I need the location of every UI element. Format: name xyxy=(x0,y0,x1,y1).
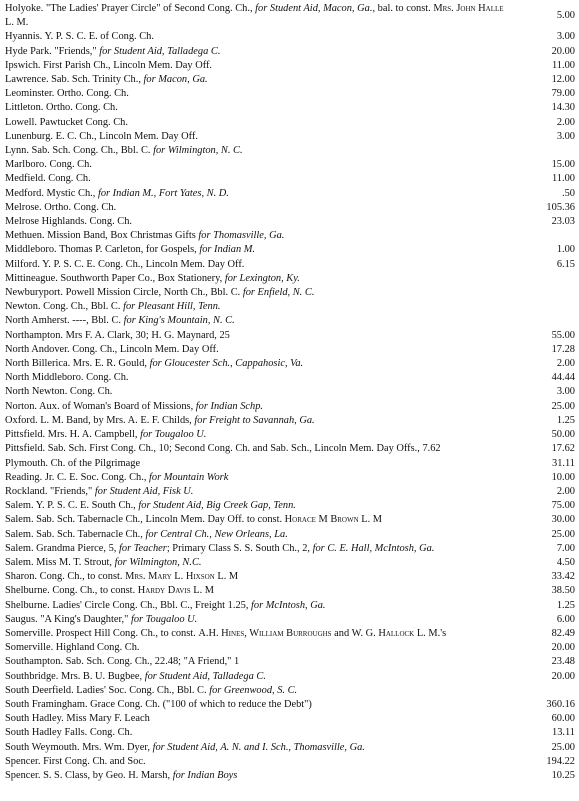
entry-text-segment: for Indian M., Fort Yates, N. D. xyxy=(97,187,229,199)
entry-text-segment: L. M xyxy=(358,514,383,526)
entry-row xyxy=(5,371,575,385)
entry-description xyxy=(5,272,505,286)
entry-amount: 25.00 xyxy=(551,400,575,412)
entry-text-segment: Somerville. Prospect Hill Cong. Ch., to const. xyxy=(5,627,199,639)
entry-row xyxy=(5,613,575,627)
entry-row xyxy=(5,414,575,428)
entry-amount: 14.30 xyxy=(551,102,575,114)
entry-amount: 11.00 xyxy=(552,59,575,71)
entry-description xyxy=(5,144,505,158)
entry-description xyxy=(5,201,505,215)
entry-text-segment: Saugus. "A King's Daughter," xyxy=(5,613,131,625)
entry-amount: 17.62 xyxy=(551,443,575,455)
entry-text-segment: Rockland. "Friends," xyxy=(5,485,95,497)
entry-amount: 82.49 xyxy=(551,627,575,639)
entry-text-segment: Oxford. L. M. Band, by Mrs. A. E. F. Childs, xyxy=(5,414,195,426)
entry-amount: 2.00 xyxy=(556,358,575,370)
entry-text-segment: Northampton. Mrs F. A. Clark, 30; H. G. Maynard, 25 xyxy=(5,329,230,341)
entry-row xyxy=(5,59,575,73)
entry-text-segment: for Mountain Work xyxy=(149,471,229,483)
entry-text-segment: North Andover. Cong. Ch., Lincoln Mem. Day Off. xyxy=(5,343,219,355)
entry-text-segment: Marlboro. Cong. Ch. xyxy=(5,159,92,171)
entry-text-segment: North Amherst. ----, Bbl. C. xyxy=(5,315,124,327)
entry-text-segment: for King's Mountain, N. C. xyxy=(123,315,235,327)
entry-amount: 6.00 xyxy=(556,613,575,625)
entry-text-segment: Littleton. Ortho. Cong. Ch. xyxy=(5,102,118,114)
entry-amount: 20.00 xyxy=(551,670,575,682)
entry-amount: 2.00 xyxy=(556,116,575,128)
entry-description xyxy=(5,258,505,272)
entry-amount: 75.00 xyxy=(551,500,575,512)
entry-description xyxy=(5,428,505,442)
entry-amount: 13.11 xyxy=(552,727,575,739)
entry-description xyxy=(5,655,505,669)
entry-amount: 10.00 xyxy=(551,471,575,483)
entry-text-segment: South Weymouth. Mrs. Wm. Dyer, xyxy=(5,741,153,753)
entry-text-segment: for Teacher xyxy=(118,542,167,554)
entry-description xyxy=(5,343,505,357)
entry-amount: 38.50 xyxy=(551,585,575,597)
entry-text-segment: for Wilmington, N.C. xyxy=(114,556,202,568)
entry-text-segment: Somerville. Highland Cong. Ch. xyxy=(5,642,140,654)
entry-description xyxy=(5,584,505,598)
entry-description xyxy=(5,670,505,684)
entry-row xyxy=(5,769,575,783)
entry-text-segment: for Pleasant Hill, Tenn. xyxy=(123,301,221,313)
entry-row xyxy=(5,726,575,740)
entry-row xyxy=(5,300,575,314)
entry-row xyxy=(5,229,575,243)
entry-row xyxy=(5,457,575,471)
entry-text-segment: for Enfield, N. C. xyxy=(242,287,315,299)
entry-amount: 7.00 xyxy=(556,542,575,554)
entry-row xyxy=(5,243,575,257)
entry-row xyxy=(5,513,575,527)
entry-amount: 4.50 xyxy=(556,556,575,568)
entry-description xyxy=(5,329,505,343)
entry-text-segment: for Tougaloo U. xyxy=(140,429,207,441)
entry-text-segment: Shelburne. Ladies' Circle Cong. Ch., Bbl. C., Freight 1.25, xyxy=(5,599,252,611)
entry-description xyxy=(5,385,505,399)
entry-text-segment: L. M xyxy=(190,585,215,597)
entry-amount: 1.25 xyxy=(556,599,575,611)
entry-row xyxy=(5,286,575,300)
entry-row xyxy=(5,101,575,115)
entry-text-segment: Medford. Mystic Ch., xyxy=(5,187,98,199)
entry-row xyxy=(5,698,575,712)
entry-text-segment: Ipswich. First Parish Ch., Lincoln Mem. Day Off. xyxy=(5,59,213,71)
entry-amount: 3.00 xyxy=(556,386,575,398)
entry-amount: 11.00 xyxy=(552,173,575,185)
entry-description xyxy=(5,499,505,513)
entry-text-segment: Plymouth. Ch. of the Pilgrimage xyxy=(5,457,141,469)
entry-text-segment: Melrose Highlands. Cong. Ch. xyxy=(5,216,132,228)
entry-description xyxy=(5,457,505,471)
entry-description xyxy=(5,641,505,655)
entry-row xyxy=(5,570,575,584)
entry-description xyxy=(5,59,505,73)
entry-amount: 20.00 xyxy=(551,45,575,57)
entry-text-segment: Lynn. Sab. Sch. Cong. Ch., Bbl. C. xyxy=(5,145,154,157)
entry-amount: 31.11 xyxy=(552,457,575,469)
entry-text-segment: Sharon. Cong. Ch., to const. xyxy=(5,571,126,583)
entry-row xyxy=(5,30,575,44)
entry-text-segment: ; Primary Class S. S. South Ch., 2, xyxy=(166,542,313,554)
entry-text-segment: Salem. Miss M. T. Strout, xyxy=(5,556,115,568)
entry-row xyxy=(5,655,575,669)
entry-amount: 25.00 xyxy=(551,741,575,753)
entry-description xyxy=(5,314,505,328)
entry-description xyxy=(5,755,505,769)
entry-text-segment: for Student Aid, Big Creek Gap, Tenn. xyxy=(138,500,296,512)
entry-text-segment: Hallock xyxy=(378,627,415,639)
entry-amount: .50 xyxy=(562,187,575,199)
entry-description xyxy=(5,599,505,613)
entry-row xyxy=(5,471,575,485)
entry-text-segment: Medfield. Cong. Ch. xyxy=(5,173,91,185)
entry-text-segment: for Gloucester Sch., Cappahosic, Va. xyxy=(149,358,304,370)
entry-text-segment: Mrs. John Halle xyxy=(433,3,504,14)
entry-text-segment: Melrose. Ortho. Cong. Ch. xyxy=(5,201,117,213)
entry-description xyxy=(5,158,505,172)
entry-text-segment: Salem. Sab. Sch. Tabernacle Ch., Lincoln Mem. Day Off. to const. xyxy=(5,514,285,526)
entry-row xyxy=(5,187,575,201)
entry-text-segment: Hyannis. Y. P. S. C. E. of Cong. Ch. xyxy=(5,31,154,43)
entry-text-segment: Shelburne. Cong. Ch., to const. xyxy=(5,585,138,597)
entry-amount: 360.16 xyxy=(546,698,575,710)
entry-text-segment: for Indian Schp. xyxy=(195,400,264,412)
entry-text-segment: L. M. xyxy=(5,17,29,29)
entry-text-segment: Methuen. Mission Band, Box Christmas Gifts xyxy=(5,230,199,242)
entry-description xyxy=(5,30,505,44)
entry-description xyxy=(5,684,505,698)
entry-amount: 50.00 xyxy=(551,429,575,441)
entry-text-segment: Horace M Brown xyxy=(284,514,359,526)
entry-text-segment: for Macon, Ga. xyxy=(143,74,208,86)
entry-text-segment: for Student Aid, Fisk U. xyxy=(94,485,194,497)
entry-description xyxy=(5,726,505,740)
entry-text-segment: for Tougaloo U. xyxy=(130,613,198,625)
entry-text-segment: A.H. Hines, William Burroughs xyxy=(198,627,332,639)
entry-text-segment: for Student Aid, Talladega C. xyxy=(99,45,221,57)
entry-description xyxy=(5,613,505,627)
entry-description xyxy=(5,513,505,527)
entry-text-segment: Newton. Cong. Ch., Bbl. C. xyxy=(5,301,124,313)
entry-amount: 15.00 xyxy=(551,159,575,171)
entry-description xyxy=(5,769,505,783)
entry-text-segment: Middleboro. Thomas P. Carleton, for Gospels, xyxy=(5,244,200,256)
entry-amount: 3.00 xyxy=(556,130,575,142)
entry-text-segment: Salem. Grandma Pierce, 5, xyxy=(5,542,119,554)
entry-amount: 17.28 xyxy=(551,343,575,355)
entry-description xyxy=(5,116,505,130)
entry-row xyxy=(5,130,575,144)
entry-row xyxy=(5,385,575,399)
entry-text-segment: Lunenburg. E. C. Ch., Lincoln Mem. Day Off. xyxy=(5,130,198,142)
entry-row xyxy=(5,343,575,357)
entry-text-segment: for Freight to Savannah, Ga. xyxy=(194,414,315,426)
entry-row xyxy=(5,116,575,130)
entry-amount: 6.15 xyxy=(556,258,575,270)
entry-description xyxy=(5,172,505,186)
entry-text-segment: L. M.'s xyxy=(414,627,447,639)
entry-description xyxy=(5,187,505,201)
entry-description xyxy=(5,627,505,641)
entry-description xyxy=(5,570,505,584)
entry-description xyxy=(5,528,505,542)
entry-description xyxy=(5,471,505,485)
entry-amount: 12.00 xyxy=(551,74,575,86)
entry-text-segment: for Greenwood, S. C. xyxy=(209,684,298,696)
entry-text-segment: North Newton. Cong. Ch. xyxy=(5,386,113,398)
entry-amount: 44.44 xyxy=(551,372,575,384)
entry-row xyxy=(5,755,575,769)
entry-text-segment: Mittineague. Southworth Paper Co., Box Stationery, xyxy=(5,272,225,284)
entry-text-segment: , bal. to const. xyxy=(372,3,434,14)
entry-description xyxy=(5,243,505,257)
entry-text-segment: for Thomasville, Ga. xyxy=(198,230,285,242)
entry-row xyxy=(5,87,575,101)
entry-row xyxy=(5,428,575,442)
entry-description xyxy=(5,542,505,556)
entry-text-segment: South Hadley. Miss Mary F. Leach xyxy=(5,713,150,725)
entry-description xyxy=(5,286,505,300)
entry-text-segment: Holyoke. "The Ladies' Prayer Circle" of Second Cong. Ch., xyxy=(5,3,256,14)
entry-text-segment: Salem. Sab. Sch. Tabernacle Ch., xyxy=(5,528,146,540)
entry-description xyxy=(5,45,505,59)
entry-description xyxy=(5,300,505,314)
entry-text-segment: Pittsfield. Mrs. H. A. Campbell, xyxy=(5,429,141,441)
entry-row xyxy=(5,641,575,655)
entry-description xyxy=(5,400,505,414)
entry-row xyxy=(5,201,575,215)
entry-description xyxy=(5,2,505,30)
entry-row xyxy=(5,272,575,286)
entry-row xyxy=(5,528,575,542)
entry-text-segment: Norton. Aux. of Woman's Board of Missions, xyxy=(5,400,196,412)
entry-text-segment: Lawrence. Sab. Sch. Trinity Ch., xyxy=(5,74,144,86)
entry-row xyxy=(5,45,575,59)
entry-amount: 10.25 xyxy=(551,769,575,781)
entry-text-segment: Hardy Davis xyxy=(137,585,191,597)
entry-amount: 1.00 xyxy=(556,244,575,256)
entry-row xyxy=(5,485,575,499)
entry-description xyxy=(5,357,505,371)
entry-row xyxy=(5,158,575,172)
entry-text-segment: Milford. Y. P. S. C. E. Cong. Ch., Lincoln Mem. Day Off. xyxy=(5,258,245,270)
entry-text-segment: Salem. Y. P. S. C. E. South Ch., xyxy=(5,500,139,512)
entry-row xyxy=(5,2,575,30)
entry-row xyxy=(5,670,575,684)
entry-text-segment: and W. G. xyxy=(331,627,379,639)
entry-row xyxy=(5,215,575,229)
entry-description xyxy=(5,215,505,229)
entry-text-segment: L. M xyxy=(214,571,239,583)
entry-text-segment: for Lexington, Ky. xyxy=(224,272,300,284)
entry-description xyxy=(5,73,505,87)
entry-text-segment: for Central Ch., New Orleans, La. xyxy=(145,528,288,540)
entry-description xyxy=(5,130,505,144)
entry-description xyxy=(5,485,505,499)
entry-description xyxy=(5,556,505,570)
entry-text-segment: for Student Aid, Macon, Ga. xyxy=(255,3,373,14)
entry-text-segment: Southampton. Sab. Sch. Cong. Ch., 22.48; "A Friend," 1 xyxy=(5,656,240,668)
entry-text-segment: for C. E. Hall, McIntosh, Ga. xyxy=(312,542,435,554)
entry-row xyxy=(5,741,575,755)
entry-text-segment: South Framingham. Grace Cong. Ch. ("100 of which to reduce the Debt") xyxy=(5,698,312,710)
entry-row xyxy=(5,542,575,556)
entry-row xyxy=(5,499,575,513)
entry-description xyxy=(5,698,505,712)
entry-amount: 5.00 xyxy=(556,10,575,22)
entry-text-segment: Hyde Park. "Friends," xyxy=(5,45,100,57)
entry-amount: 25.00 xyxy=(551,528,575,540)
entry-row xyxy=(5,627,575,641)
entry-text-segment: South Deerfield. Ladies' Soc. Cong. Ch., Bbl. C. xyxy=(5,684,210,696)
entry-row xyxy=(5,258,575,272)
entry-description xyxy=(5,371,505,385)
entry-amount: 23.03 xyxy=(551,216,575,228)
entry-text-segment: for Student Aid, Talladega C. xyxy=(144,670,266,682)
entry-row xyxy=(5,172,575,186)
entry-description xyxy=(5,712,505,726)
entry-amount: 3.00 xyxy=(556,31,575,43)
entry-amount: 79.00 xyxy=(551,88,575,100)
entry-amount: 2.00 xyxy=(556,485,575,497)
entry-description xyxy=(5,741,505,755)
entry-amount: 33.42 xyxy=(551,571,575,583)
entry-description xyxy=(5,101,505,115)
entry-description xyxy=(5,414,505,428)
entry-description xyxy=(5,87,505,101)
entry-text-segment: for Indian Boys xyxy=(172,769,238,781)
entry-row xyxy=(5,684,575,698)
entry-text-segment: Newburyport. Powell Mission Circle, North Ch., Bbl. C. xyxy=(5,287,243,299)
entry-text-segment: Pittsfield. Sab. Sch. First Cong. Ch., 10; Second Cong. Ch. and Sab. Sch., Lincoln Mem. Day Offs., 7.62 xyxy=(5,443,441,455)
entry-row xyxy=(5,314,575,328)
entry-text-segment: for Wilmington, N. C. xyxy=(153,145,243,157)
entry-text-segment: Leominster. Ortho. Cong. Ch. xyxy=(5,88,129,100)
entry-text-segment: Mrs. Mary L. Hixson xyxy=(125,571,215,583)
entry-text-segment: Lowell. Pawtucket Cong. Ch. xyxy=(5,116,128,128)
entry-amount: 60.00 xyxy=(551,713,575,725)
entry-amount: 20.00 xyxy=(551,642,575,654)
entry-amount: 30.00 xyxy=(551,514,575,526)
entry-text-segment: for Student Aid, A. N. and I. Sch., Thomasville, Ga. xyxy=(152,741,365,753)
entry-row xyxy=(5,144,575,158)
entry-text-segment: Southbridge. Mrs. B. U. Bugbee, xyxy=(5,670,145,682)
entry-amount: 1.25 xyxy=(556,414,575,426)
entry-row xyxy=(5,329,575,343)
entry-amount: 194.22 xyxy=(546,755,575,767)
entry-amount: 105.36 xyxy=(546,201,575,213)
entry-text-segment: for McIntosh, Ga. xyxy=(251,599,326,611)
entry-description xyxy=(5,442,505,456)
entry-amount: 55.00 xyxy=(551,329,575,341)
entry-amount: 23.48 xyxy=(551,656,575,668)
entry-text-segment: Spencer. First Cong. Ch. and Soc. xyxy=(5,755,146,767)
entry-row xyxy=(5,584,575,598)
entry-description xyxy=(5,229,505,243)
entry-row xyxy=(5,556,575,570)
entry-text-segment: North Middleboro. Cong. Ch. xyxy=(5,372,129,384)
entry-text-segment: North Billerica. Mrs. E. R. Gould, xyxy=(5,358,150,370)
entry-row xyxy=(5,357,575,371)
entry-text-segment: for Indian M. xyxy=(199,244,256,256)
entry-row xyxy=(5,712,575,726)
entry-row xyxy=(5,442,575,456)
entry-row xyxy=(5,400,575,414)
entry-row xyxy=(5,599,575,613)
entry-text-segment: Spencer. S. S. Class, by Geo. H. Marsh, xyxy=(5,769,173,781)
entry-text-segment: South Hadley Falls. Cong. Ch. xyxy=(5,727,133,739)
entry-text-segment: Reading. Jr. C. E. Soc. Cong. Ch., xyxy=(5,471,150,483)
entry-row xyxy=(5,73,575,87)
